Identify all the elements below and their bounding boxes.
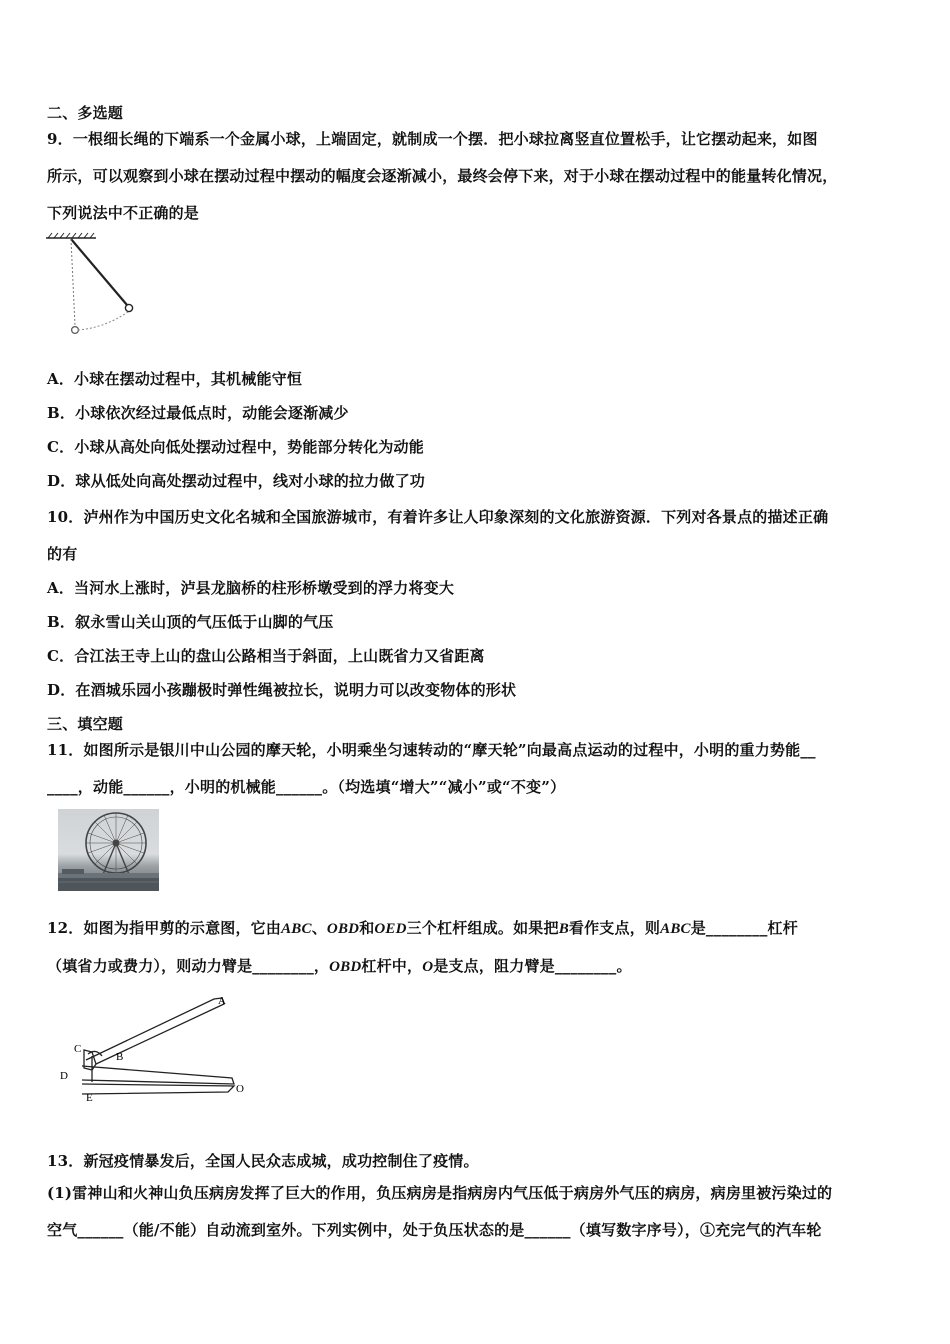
nail-clipper-figure	[56, 990, 256, 1104]
var-o: O	[422, 959, 434, 975]
var-abc: ABC	[281, 921, 312, 937]
pendulum-rest-ball	[72, 327, 79, 334]
var-abc: ABC	[660, 921, 691, 937]
q10-option-a: A．当河水上涨时，泸县龙脑桥的柱形桥墩受到的浮力将变大	[47, 579, 455, 597]
q12-text-line1	[47, 917, 798, 938]
q9-option-c: C．小球从高处向低处摆动过程中，势能部分转化为动能	[47, 438, 424, 456]
var-obd: OBD	[326, 921, 360, 937]
label-d: D	[60, 1070, 68, 1082]
q12-text-segment: 杠杆中，	[361, 957, 423, 975]
vertical-rest-line	[71, 239, 75, 326]
section-title-fill-in: 三、填空题	[47, 715, 124, 733]
q11-text-line2: ____，动能______，小明的机械能______。（均选填“增大”“减小”或“不变”）	[47, 778, 566, 796]
label-a: A	[218, 995, 226, 1007]
pendulum-ball	[125, 304, 132, 311]
clipper-lever-abc	[86, 998, 224, 1064]
pendulum-string	[71, 239, 127, 305]
q9-option-a: A．小球在摆动过程中，其机械能守恒	[47, 370, 303, 388]
q10-text-line1: 10．泸州作为中国历史文化名城和全国旅游城市，有着许多让人印象深刻的文化旅游资源．下列对各景点的描述正确	[47, 508, 829, 526]
q9-option-b: B．小球依次经过最低点时，动能会逐渐减少	[47, 404, 349, 422]
q9-option-d: D．球从低处向高处摆动过程中，线对小球的拉力做了功	[47, 472, 426, 490]
q10-option-d: D．在酒城乐园小孩蹦极时弹性绳被拉长，说明力可以改变物体的形状	[47, 681, 517, 699]
q13-text-line2: (1)雷神山和火神山负压病房发挥了巨大的作用，负压病房是指病房内气压低于病房外气压的病房，病房里被污染过的	[47, 1184, 833, 1202]
q13-text-line1: 13．新冠疫情暴发后，全国人民众志成城，成功控制住了疫情。	[47, 1152, 479, 1170]
q10-option-c: C．合江法王寺上山的盘山公路相当于斜面，上山既省力又省距离	[47, 647, 485, 665]
q12-text-segment: 是________杠杆	[690, 919, 798, 937]
q12-text-segment: 12．如图为指甲剪的示意图，它由	[47, 919, 282, 937]
q12-text-segment: 和	[359, 919, 375, 937]
section-title-multiple-choice: 二、多选题	[47, 104, 124, 122]
var-oed: OED	[374, 921, 407, 937]
q13-text-line3: 空气______（能/不能）自动流到室外。下列实例中，处于负压状态的是______（填写数字序号），①充完气的汽车轮	[47, 1221, 822, 1239]
var-obd: OBD	[329, 959, 362, 975]
q12-separator: 、	[311, 919, 327, 937]
q11-text-line1: 11．如图所示是银川中山公园的摩天轮，小明乘坐匀速转动的“摩天轮”向最高点运动的过程中，小明的重力势能__	[47, 741, 816, 759]
q10-text-line2: 的有	[47, 545, 78, 563]
label-c: C	[74, 1043, 82, 1055]
q12-text-line2	[47, 955, 632, 976]
q12-text-segment: 三个杠杆组成。如果把	[406, 919, 559, 937]
label-o: O	[236, 1083, 244, 1095]
swing-arc	[78, 312, 128, 330]
label-b: B	[116, 1051, 124, 1063]
ferris-wheel-graphic	[58, 809, 159, 891]
var-b: B	[558, 921, 569, 937]
q12-text-segment: （填省力或费力），则动力臂是________，	[47, 957, 330, 975]
q12-text-segment: 看作支点，则	[568, 919, 661, 937]
q9-text-line1: 9．一根细长绳的下端系一个金属小球，上端固定，就制成一个摆．把小球拉离竖直位置松手，让它摆动起来，如图	[47, 130, 818, 148]
clipper-upper-jaw-obd	[82, 1066, 234, 1084]
pendulum-figure	[44, 232, 144, 342]
q12-text-segment: 是支点，阻力臂是________。	[433, 957, 632, 975]
q9-text-line2: 所示，可以观察到小球在摆动过程中摆动的幅度会逐渐减小，最终会停下来，对于小球在摆动过程中的能量转化情况，	[47, 167, 838, 185]
clipper-lower-jaw-oed	[82, 1084, 234, 1094]
label-e: E	[86, 1092, 93, 1104]
q9-text-line3: 下列说法中不正确的是	[47, 204, 200, 222]
ceiling-support	[46, 233, 96, 238]
ferris-wheel-photo	[58, 809, 159, 891]
q10-option-b: B．叙永雪山关山顶的气压低于山脚的气压	[47, 613, 334, 631]
